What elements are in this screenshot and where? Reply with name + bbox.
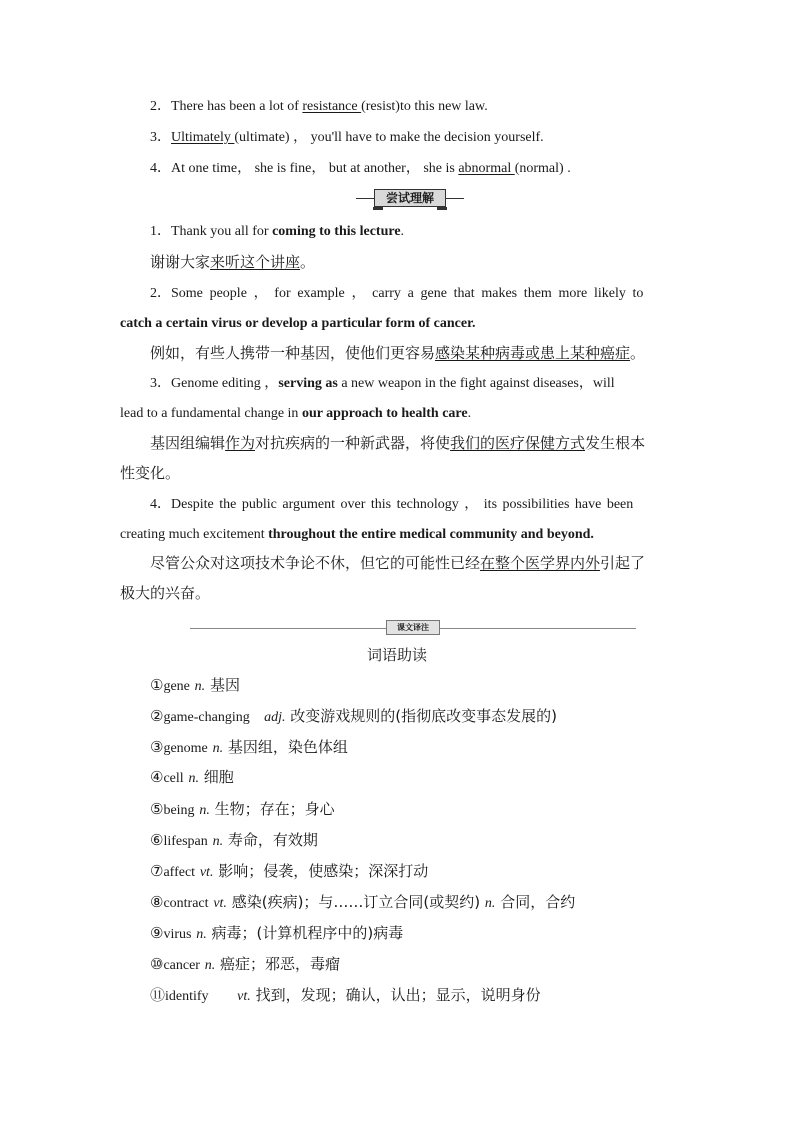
sentence-3-en-line2 bbox=[120, 404, 471, 424]
vocab-word: contract bbox=[163, 896, 209, 911]
translation-text: 谢谢大家 bbox=[150, 253, 211, 271]
vocab-item bbox=[150, 799, 335, 821]
vocab-mark: ① bbox=[150, 676, 164, 694]
vocab-pos: vt. bbox=[237, 989, 251, 1004]
vocab-item bbox=[150, 706, 557, 728]
vocab-word: virus bbox=[163, 927, 192, 942]
translation-text: 尽管公众对这项技术争论不休，但它的可能性已经 bbox=[150, 554, 481, 572]
vocab-meaning: 改变游戏规则的(指彻底改变事态发展的) bbox=[290, 707, 557, 725]
vocab-meaning: 找到，发现；确认，认出；显示，说明身份 bbox=[255, 986, 541, 1004]
translation-text: 例如，有些人携带一种基因，使他们更容易 bbox=[150, 344, 436, 362]
translation-text: 。 bbox=[300, 253, 316, 271]
vocab-mark: ② bbox=[150, 707, 164, 725]
key-phrase: throughout the entire medical community and beyond. bbox=[268, 527, 594, 542]
item-number: 3． bbox=[150, 130, 171, 145]
translation-key: 我们的医疗保健方式 bbox=[450, 434, 586, 452]
answer-blank: abnormal bbox=[458, 161, 515, 176]
vocab-meaning: 影响；侵袭，使感染；深深打动 bbox=[218, 862, 429, 880]
vocab-word: game-changing bbox=[163, 710, 250, 725]
sentence-text: Genome editing ， bbox=[171, 376, 279, 391]
vocab-mark: ⑪ bbox=[150, 986, 166, 1004]
translation-key: 感染某种病毒或患上某种癌症 bbox=[435, 344, 631, 362]
sentence-2-cn bbox=[150, 343, 645, 363]
sentence-text: creating much excitement bbox=[120, 527, 269, 542]
vocab-word: cell bbox=[163, 771, 184, 786]
sentence-4-cn-line1 bbox=[150, 553, 645, 573]
vocab-meaning: 癌症；邪恶，毒瘤 bbox=[220, 955, 341, 973]
vocab-mark: ⑧ bbox=[150, 893, 164, 911]
vocab-mark: ④ bbox=[150, 768, 164, 786]
vocab-item bbox=[150, 830, 318, 852]
item-text: (ultimate) ， you'll have to make the decision yourself. bbox=[234, 130, 544, 145]
vocab-pos: n. bbox=[484, 896, 496, 911]
vocab-item bbox=[150, 767, 234, 789]
key-phrase: our approach to health care bbox=[301, 406, 468, 421]
exercise-item-3 bbox=[150, 128, 544, 148]
sentence-text: Some people ， for example ， carry a gene that makes them more likely to bbox=[171, 286, 644, 301]
sentence-text: lead to a fundamental change in bbox=[120, 406, 302, 421]
vocab-item bbox=[150, 737, 348, 759]
vocab-pos: n. bbox=[212, 834, 224, 849]
section-header bbox=[356, 189, 464, 207]
sentence-2-en-line1 bbox=[150, 284, 674, 304]
sentence-number: 4． bbox=[150, 497, 171, 512]
vocab-word: genome bbox=[163, 741, 208, 756]
vocab-pos: vt. bbox=[199, 865, 214, 880]
header-rule bbox=[446, 198, 464, 199]
vocab-mark: ⑦ bbox=[150, 862, 164, 880]
vocab-meaning: 合同，合约 bbox=[500, 893, 576, 911]
vocab-pos: n. bbox=[188, 771, 199, 786]
vocab-meaning: 基因组，染色体组 bbox=[227, 738, 348, 756]
vocab-meaning: 基因 bbox=[209, 676, 240, 694]
item-number: 4． bbox=[150, 161, 171, 176]
vocab-pos: n. bbox=[204, 958, 216, 973]
vocab-mark: ⑩ bbox=[150, 955, 164, 973]
vocab-pos: n. bbox=[194, 679, 206, 694]
sentence-number: 1． bbox=[150, 224, 171, 239]
sentence-4-en-line2 bbox=[120, 525, 594, 545]
item-number: 2． bbox=[150, 99, 171, 114]
vocab-meaning: 感染(疾病)；与……订立合同(或契约) bbox=[231, 893, 481, 911]
sentence-text: Despite the public argument over this technology ， its possibilities have been bbox=[171, 497, 634, 512]
vocab-item bbox=[150, 892, 575, 914]
sentence-3-en-line1 bbox=[150, 374, 615, 394]
divider-tag: 课文译注 bbox=[386, 620, 440, 635]
vocab-mark: ⑨ bbox=[150, 924, 164, 942]
section-header-label: 尝试理解 bbox=[374, 189, 446, 207]
vocab-mark: ③ bbox=[150, 738, 164, 756]
vocab-pos: n. bbox=[196, 927, 207, 942]
sentence-2-en-line2 bbox=[120, 314, 476, 334]
vocab-pos: n. bbox=[199, 803, 210, 818]
vocab-mark: ⑥ bbox=[150, 831, 164, 849]
answer-blank: resistance bbox=[302, 99, 362, 114]
vocab-meaning: 生物；存在；身心 bbox=[214, 800, 335, 818]
item-text: At one time， she is fine， but at another， she is bbox=[171, 161, 459, 176]
vocab-word: cancer bbox=[163, 958, 200, 973]
vocab-mark: ⑤ bbox=[150, 800, 164, 818]
vocab-item bbox=[150, 923, 403, 945]
vocab-word: gene bbox=[163, 679, 190, 694]
sentence-number: 3． bbox=[150, 376, 171, 391]
sentence-3-cn-line1 bbox=[150, 433, 645, 453]
translation-key: 来听这个讲座 bbox=[210, 253, 301, 271]
vocab-item bbox=[150, 985, 541, 1007]
sentence-1-cn bbox=[150, 252, 315, 272]
vocab-meaning: 病毒；(计算机程序中的)病毒 bbox=[211, 924, 404, 942]
vocab-meaning: 寿命，有效期 bbox=[227, 831, 318, 849]
key-phrase: serving as bbox=[278, 376, 338, 391]
translation-text: 对抗疾病的一种新武器，将使 bbox=[255, 434, 451, 452]
item-text: (normal) . bbox=[514, 161, 571, 176]
vocab-pos: adj. bbox=[264, 710, 286, 725]
sentence-text: a new weapon in the fight against diseases，will bbox=[341, 376, 615, 391]
sentence-1-en bbox=[150, 222, 404, 242]
exercise-item-2 bbox=[150, 97, 488, 117]
sentence-text: . bbox=[400, 224, 405, 239]
sentence-4-en-line1 bbox=[150, 495, 633, 515]
translation-text: 发生根本 bbox=[585, 434, 646, 452]
vocab-word: affect bbox=[163, 865, 196, 880]
vocab-word: being bbox=[163, 803, 195, 818]
vocab-word: lifespan bbox=[163, 834, 208, 849]
translation-text: 。 bbox=[630, 344, 646, 362]
exercise-item-4 bbox=[150, 159, 571, 179]
vocab-title: 词语助读 bbox=[366, 646, 427, 664]
header-rule bbox=[356, 198, 374, 199]
item-text: There has been a lot of bbox=[171, 99, 303, 114]
vocab-word: identify bbox=[165, 989, 209, 1004]
vocab-item bbox=[150, 954, 340, 976]
vocab-pos: n. bbox=[212, 741, 224, 756]
vocab-pos: vt. bbox=[213, 896, 227, 911]
translation-key: 作为 bbox=[225, 434, 256, 452]
answer-blank: Ultimately bbox=[171, 130, 235, 145]
translation-text: 极大的兴奋。 bbox=[120, 584, 211, 602]
key-phrase: coming to this lecture bbox=[272, 224, 401, 239]
sentence-4-cn-line2 bbox=[120, 583, 210, 603]
sentence-3-cn-line2 bbox=[120, 463, 180, 483]
translation-text: 性变化。 bbox=[120, 464, 181, 482]
sentence-text: Thank you all for bbox=[171, 224, 273, 239]
key-phrase: catch a certain virus or develop a particular form of cancer. bbox=[120, 316, 476, 331]
translation-key: 在整个医学界内外 bbox=[480, 554, 601, 572]
vocab-item bbox=[150, 675, 240, 697]
translation-text: 基因组编辑 bbox=[150, 434, 226, 452]
vocab-item bbox=[150, 861, 428, 883]
sentence-text: . bbox=[467, 406, 472, 421]
translation-text: 引起了 bbox=[600, 554, 646, 572]
item-text: (resist)to this new law. bbox=[361, 99, 488, 114]
vocab-meaning: 细胞 bbox=[203, 768, 234, 786]
sentence-number: 2． bbox=[150, 286, 171, 301]
